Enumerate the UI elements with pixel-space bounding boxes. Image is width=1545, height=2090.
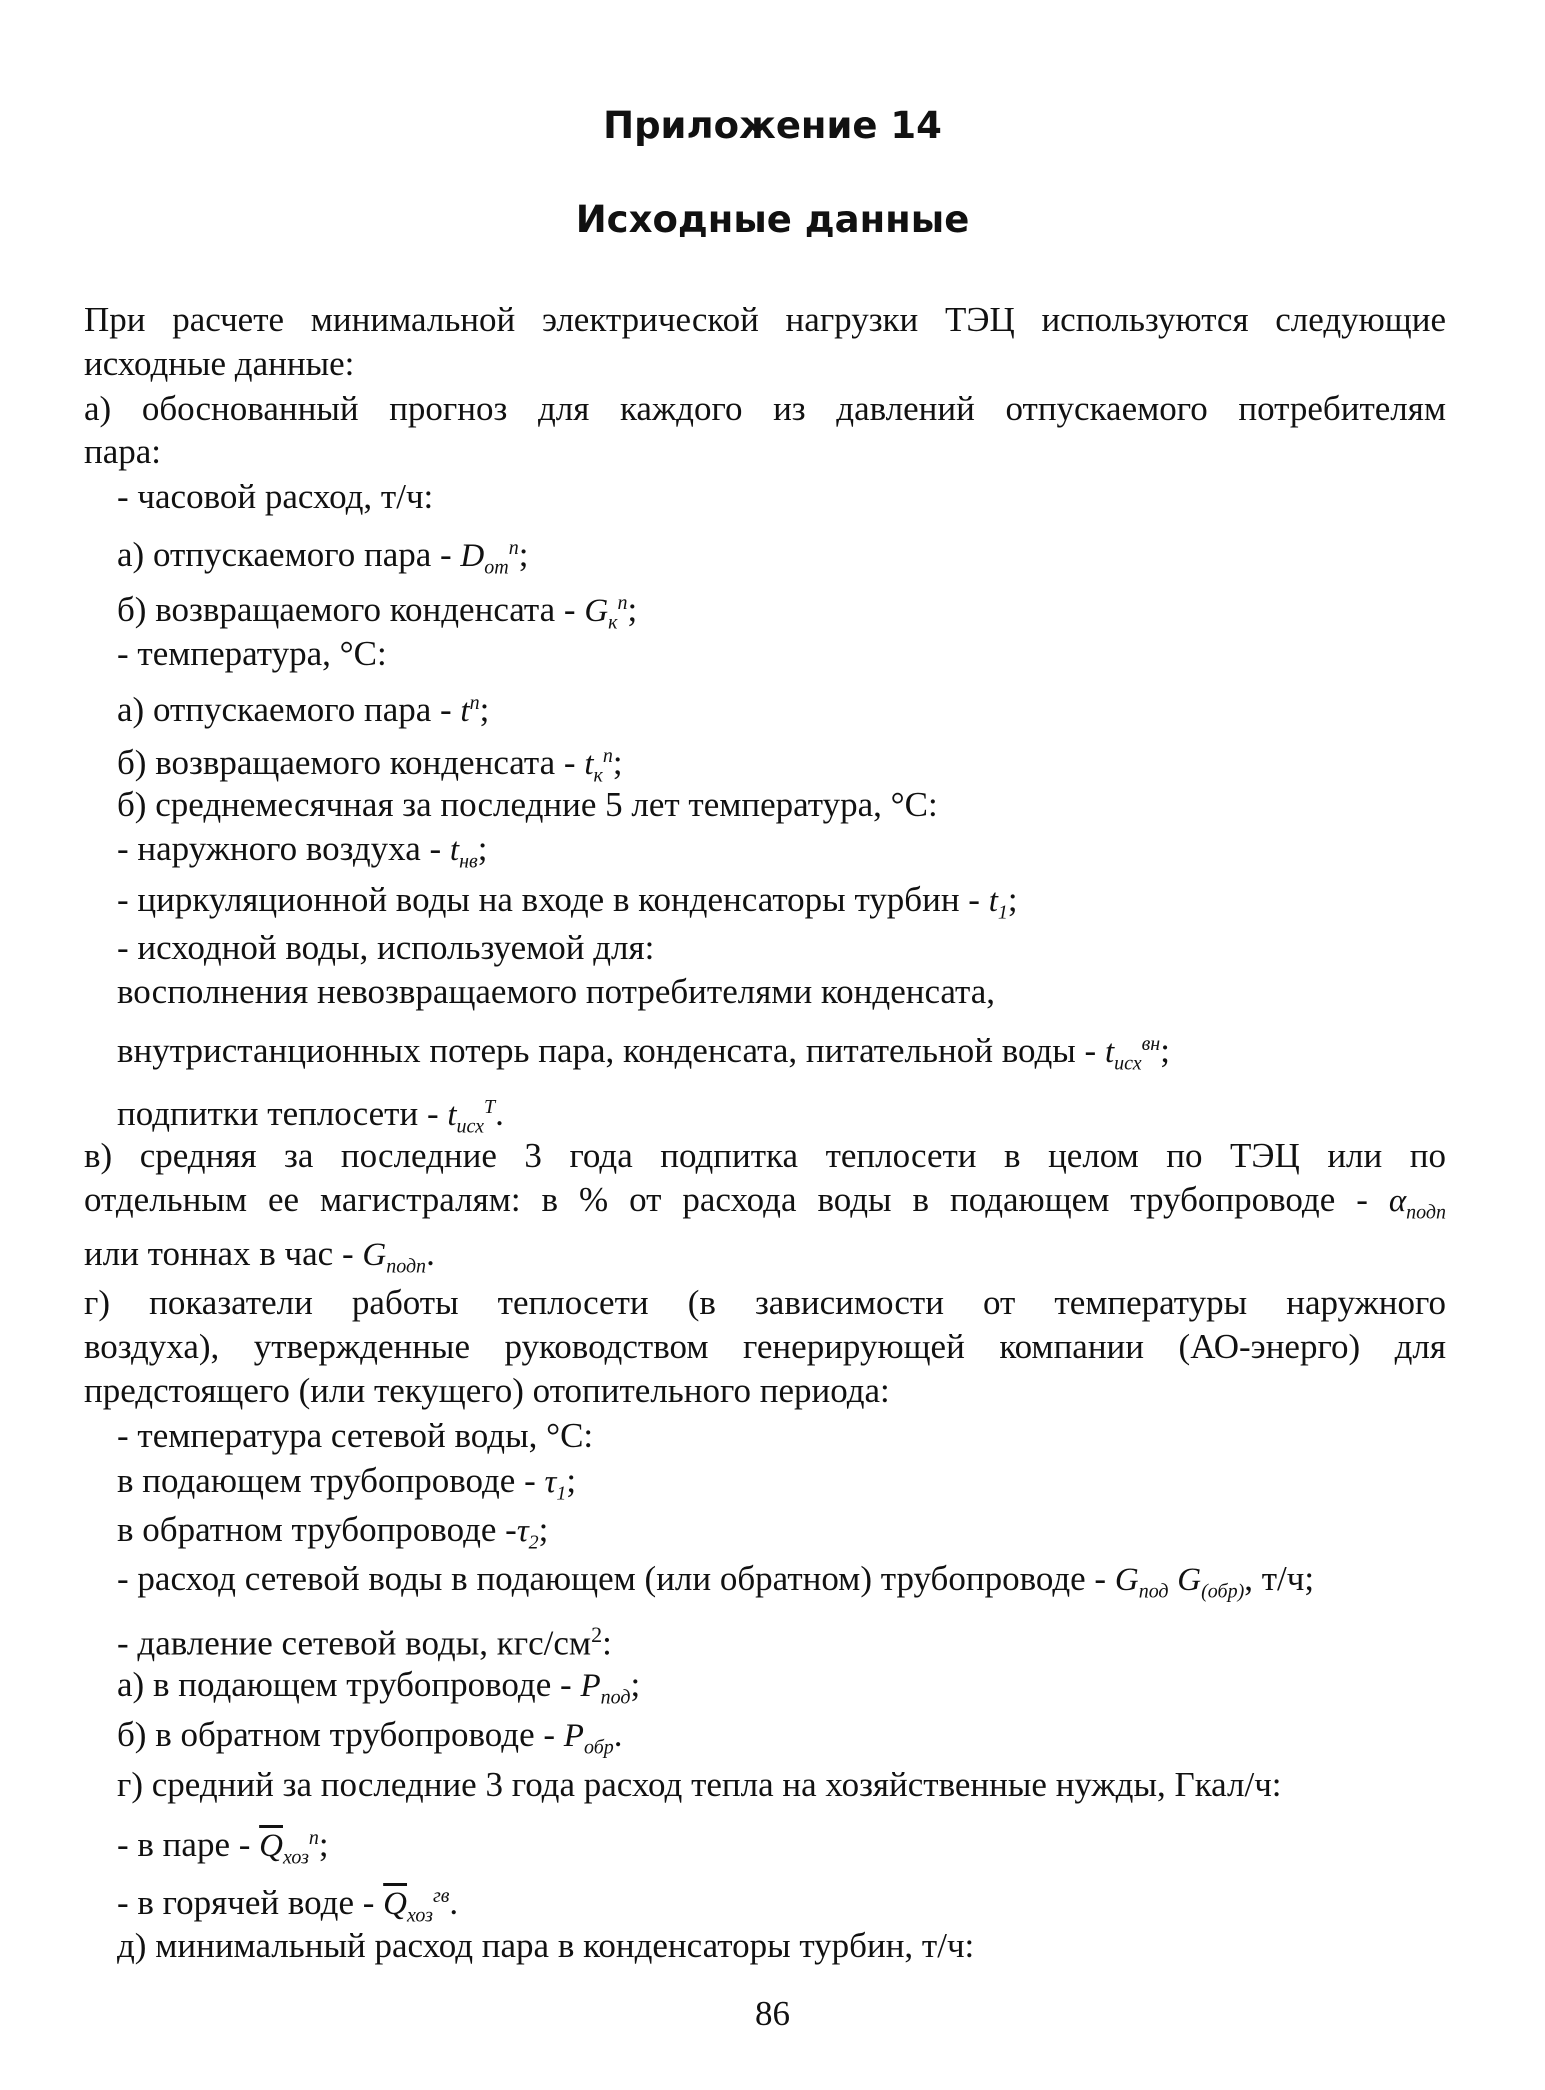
section-title: Исходные данные (575, 198, 970, 241)
formula-symbol: $\tau_2$ (516, 1513, 539, 1554)
formula-symbol: $G_{под}$ (1114, 1562, 1169, 1603)
page-number: 86 (755, 1994, 790, 2033)
list-item: д) минимальный расход пара в конденсаторы турбин, т/ч: (117, 1926, 975, 1965)
paragraph-line: отдельным ее магистралям: в % от расхода воды в подающем трубопроводе - $\alpha_{подп}$ (84, 1180, 1446, 1224)
list-item: в обратном трубопроводе $-\tau_2$; (117, 1510, 549, 1554)
list-item: а) отпускаемого пара - $t^п$; (117, 690, 490, 729)
paragraph-line: исходные данные: (84, 344, 355, 383)
formula-symbol: $G_{(обр)}$ (1177, 1562, 1245, 1603)
formula-symbol: $t_{исх}^{вн}$ (1104, 1033, 1161, 1075)
list-item: - температура сетевой воды, °С: (117, 1416, 594, 1455)
list-item: - температура, °С: (117, 634, 387, 673)
formula-symbol: $t_{нв}$ (449, 832, 478, 873)
formula-symbol: $\overline{Q}_{хоз}^п$ (259, 1827, 319, 1869)
paragraph-line: воздуха), утвержденные руководством генерирующей компании (АО-энерго) для (84, 1327, 1446, 1366)
list-item: - расход сетевой воды в подающем (или обратном) трубопроводе - $G_{под}$ $G_{(обр)}$, т/ч; (117, 1559, 1315, 1603)
formula-symbol: $P_{обр}$ (563, 1718, 614, 1759)
formula-symbol: $\alpha_{подп}$ (1388, 1183, 1446, 1224)
formula-symbol: $P_{под}$ (580, 1668, 631, 1709)
paragraph-line: а) обоснованный прогноз для каждого из давлений отпускаемого потребителям (84, 389, 1446, 428)
list-item: восполнения невозвращаемого потребителями конденсата, (117, 972, 996, 1011)
formula-symbol: $t^п$ (460, 692, 480, 729)
list-item: - исходной воды, используемой для: (117, 928, 655, 967)
list-item: б) возвращаемого конденсата - $t_к^п$; (117, 743, 623, 787)
list-item: б) среднемесячная за последние 5 лет температура, °С: (117, 785, 938, 824)
list-item: - часовой расход, т/ч: (117, 477, 434, 516)
list-item: внутристанционных потерь пара, конденсата, питательной воды - $t_{исх}^{вн}$; (117, 1031, 1170, 1075)
list-item: - в паре - $\overline{Q}_{хоз}^п$; (117, 1825, 329, 1869)
formula-symbol: $\tau_1$ (544, 1464, 567, 1505)
list-item: в подающем трубопроводе - $\tau_1$; (117, 1461, 577, 1505)
formula-symbol: $\overline{Q}_{хоз}^{гв}$ (383, 1885, 450, 1927)
formula-symbol: $G_{подп}$ (362, 1237, 427, 1278)
list-item: - давление сетевой воды, кгс/$см^2$: (117, 1622, 612, 1663)
paragraph-line: г) показатели работы теплосети (в зависимости от температуры наружного (84, 1283, 1446, 1322)
list-item: - в горячей воде - $\overline{Q}_{хоз}^{гв}$. (117, 1883, 459, 1927)
list-item: б) возвращаемого конденсата - $G_к^п$; (117, 590, 638, 634)
list-item: а) в подающем трубопроводе - $P_{под}$; (117, 1665, 641, 1709)
paragraph-line: При расчете минимальной электрической нагрузки ТЭЦ используются следующие (84, 300, 1446, 339)
formula-symbol: $t_{исх}^T$ (447, 1096, 496, 1138)
list-item: г) средний за последние 3 года расход тепла на хозяйственные нужды, Гкал/ч: (117, 1765, 1282, 1804)
paragraph-line: в) средняя за последние 3 года подпитка теплосети в целом по ТЭЦ или по (84, 1136, 1446, 1175)
formula-symbol: $t_1$ (988, 883, 1008, 924)
appendix-title: Приложение 14 (603, 104, 942, 147)
formula-symbol: $G_к^п$ (584, 592, 628, 634)
formula-symbol: $D_{от}^п$ (460, 537, 519, 579)
list-item: б) в обратном трубопроводе - $P_{обр}$. (117, 1715, 623, 1759)
paragraph-line: или тоннах в час - $G_{подп}$. (84, 1234, 435, 1278)
paragraph-line: пара: (84, 432, 162, 471)
list-item: подпитки теплосети - $t_{исх}^T$. (117, 1094, 504, 1138)
paragraph-line: предстоящего (или текущего) отопительного периода: (84, 1371, 890, 1410)
list-item: - наружного воздуха - $t_{нв}$; (117, 829, 488, 873)
formula-symbol: $t_к^п$ (584, 745, 613, 787)
list-item: а) отпускаемого пара - $D_{от}^п$; (117, 535, 529, 579)
list-item: - циркуляционной воды на входе в конденсаторы турбин - $t_1$; (117, 880, 1018, 924)
